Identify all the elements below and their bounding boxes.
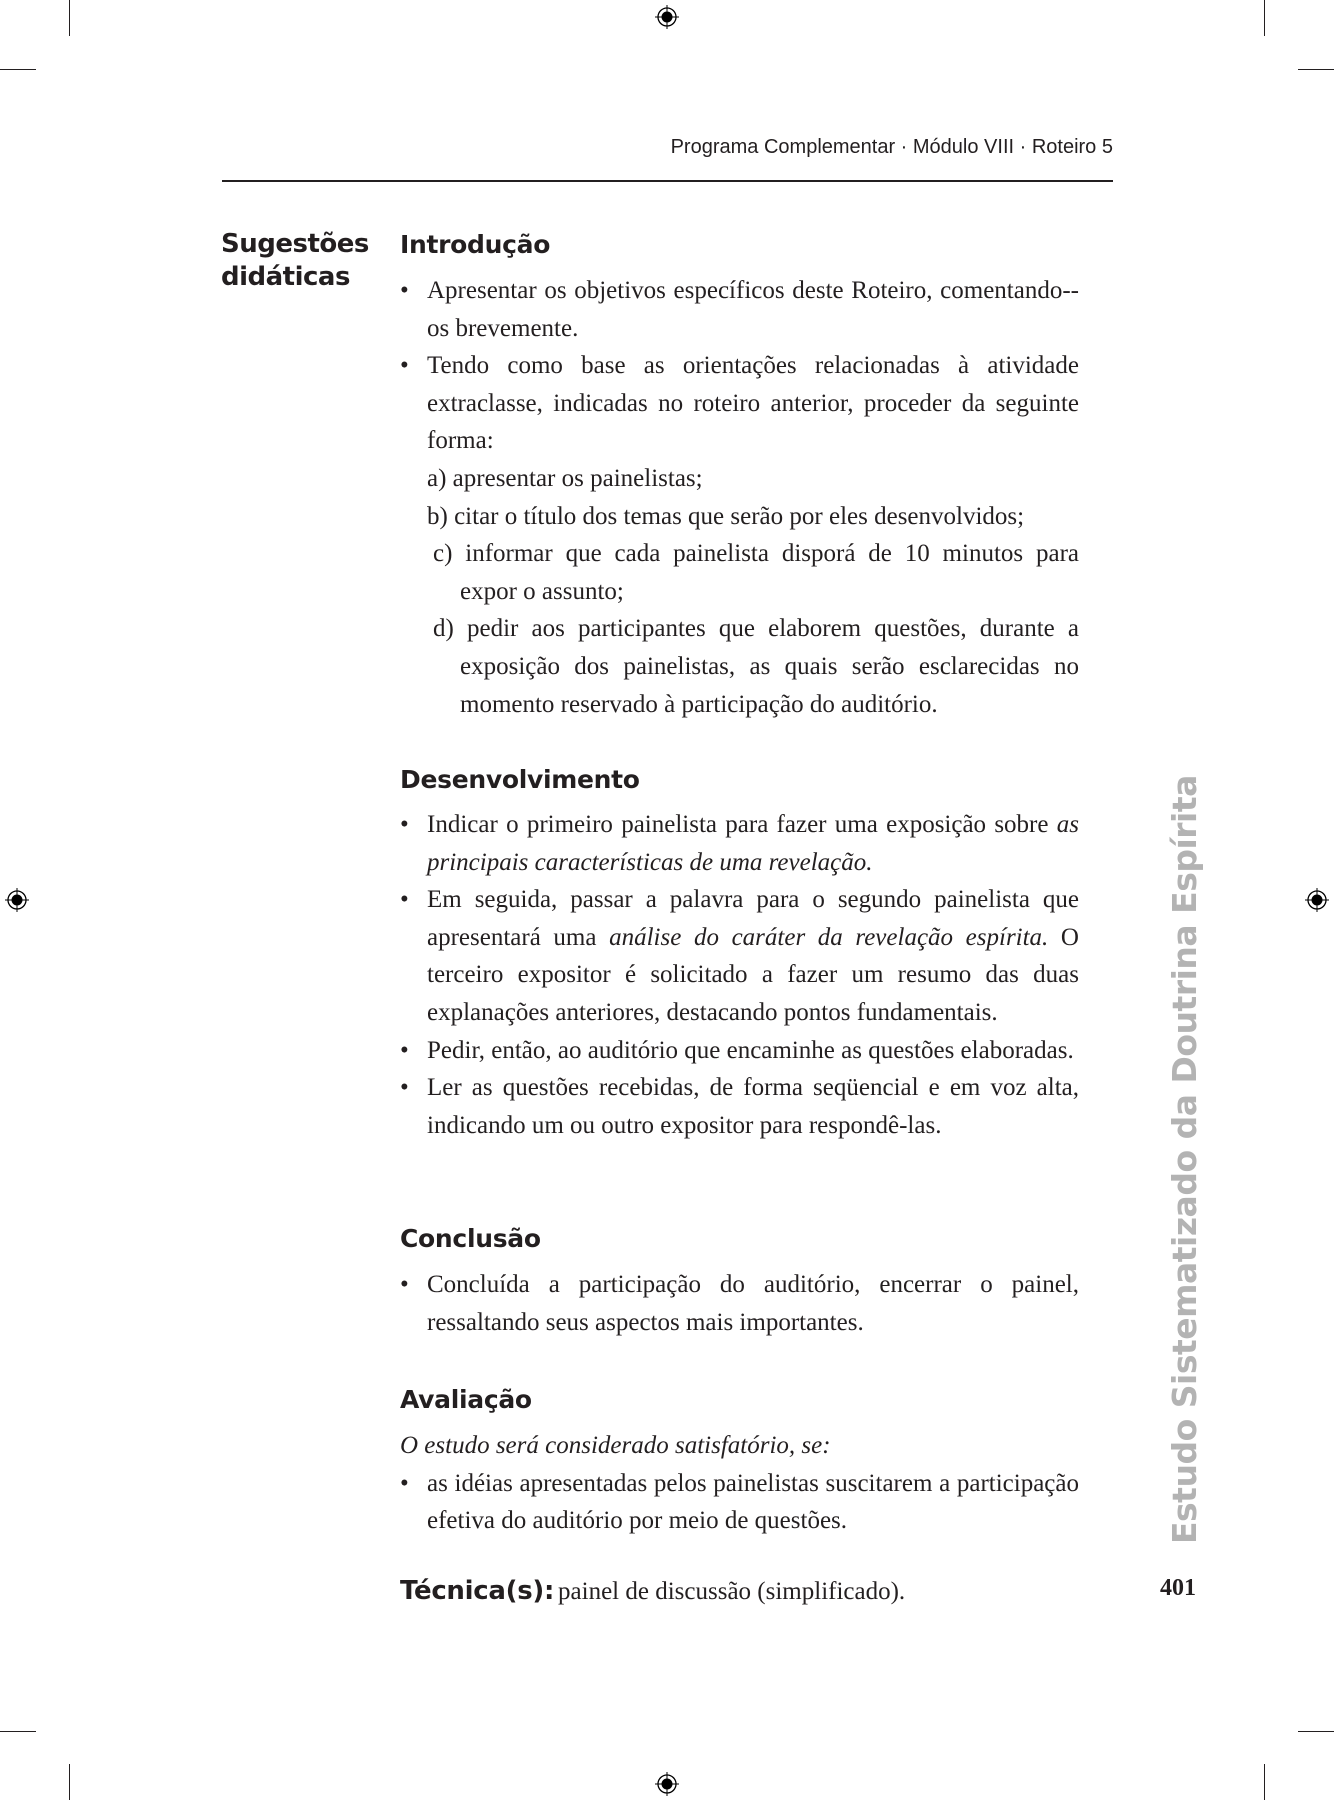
registration-mark-icon — [4, 887, 30, 913]
tecnica-label: Técnica(s): — [400, 1576, 555, 1606]
desenvolvimento-list — [400, 806, 1079, 1144]
crop-mark — [1298, 69, 1334, 70]
text: O terceiro expositor é solicitado a fazer um resumo das duas explanações anteriores, destacando pontos fundamentais. — [427, 923, 1079, 1026]
text: Indicar o primeiro painelista para fazer uma exposição sobre — [427, 811, 1057, 838]
crop-mark — [1264, 1764, 1265, 1800]
sub-item: b) citar o título dos temas que serão por eles desenvolvidos; — [427, 502, 1025, 530]
list-item: • Ler as questões recebidas, de forma seqüencial e em voz alta, indicando um ou outro expositor para respondê-las. — [400, 1069, 1079, 1144]
list-item: • Tendo como base as orientações relacionadas à atividade extraclasse, indicadas no roteiro anterior, proceder da seguinte forma: — [400, 347, 1079, 460]
list-item: • Concluída a participação do auditório, encerrar o painel, ressaltando seus aspectos mais importantes. — [400, 1266, 1079, 1341]
tecnica-line — [400, 1576, 905, 1606]
header-rule — [222, 180, 1113, 182]
heading-desenvolvimento: Desenvolvimento — [400, 765, 640, 794]
registration-mark-icon — [1304, 887, 1330, 913]
list-item: • Pedir, então, ao auditório que encaminhe as questões elaboradas. — [400, 1032, 1079, 1070]
italic-text: as principais características de uma revelação. — [427, 811, 1079, 876]
sub-item: a) apresentar os painelistas; — [427, 464, 703, 492]
avaliacao-intro: O estudo será considerado satisfatório, se: — [400, 1432, 831, 1459]
running-header: Programa Complementar · Módulo VIII · Roteiro 5 — [670, 136, 1113, 158]
conclusao-list — [400, 1266, 1079, 1341]
list-item: • Apresentar os objetivos específicos deste Roteiro, comentando--os brevemente. — [400, 272, 1079, 347]
heading-avaliacao: Avaliação — [400, 1385, 532, 1414]
crop-mark — [1264, 0, 1265, 36]
italic-text: análise do caráter da revelação espírita. — [609, 923, 1049, 951]
side-banner: Estudo Sistematizado da Doutrina Espírita — [1165, 775, 1204, 1544]
registration-mark-icon — [654, 1771, 680, 1797]
introducao-list — [400, 272, 1079, 723]
heading-conclusao: Conclusão — [400, 1224, 541, 1253]
crop-mark — [1298, 1731, 1334, 1732]
registration-mark-icon — [654, 4, 680, 30]
page-number: 401 — [1160, 1575, 1196, 1601]
crop-mark — [69, 1764, 70, 1800]
crop-mark — [69, 0, 70, 36]
list-item: • as idéias apresentadas pelos painelistas suscitarem a participação efetiva do auditório por meio de questões. — [400, 1465, 1079, 1540]
crop-mark — [0, 69, 36, 70]
text: Em seguida, passar a palavra para o segundo painelista que apresentará uma — [427, 886, 1079, 951]
list-item — [400, 806, 1079, 881]
tecnica-value: painel de discussão (simplificado). — [558, 1578, 906, 1605]
avaliacao-list — [400, 1427, 1079, 1540]
heading-introducao: Introdução — [400, 230, 551, 259]
sub-item: d) pedir aos participantes que elaborem questões, durante a exposição dos painelistas, as quais serão esclarecidas no momento reservado à participação do auditório. — [433, 615, 1079, 718]
sub-item: c) informar que cada painelista disporá de 10 minutos para expor o assunto; — [433, 540, 1079, 605]
section-side-title — [221, 228, 369, 294]
side-title-line: didáticas — [221, 262, 350, 292]
side-title-line: Sugestões — [221, 229, 369, 259]
crop-mark — [0, 1731, 36, 1732]
list-item — [400, 881, 1079, 1031]
